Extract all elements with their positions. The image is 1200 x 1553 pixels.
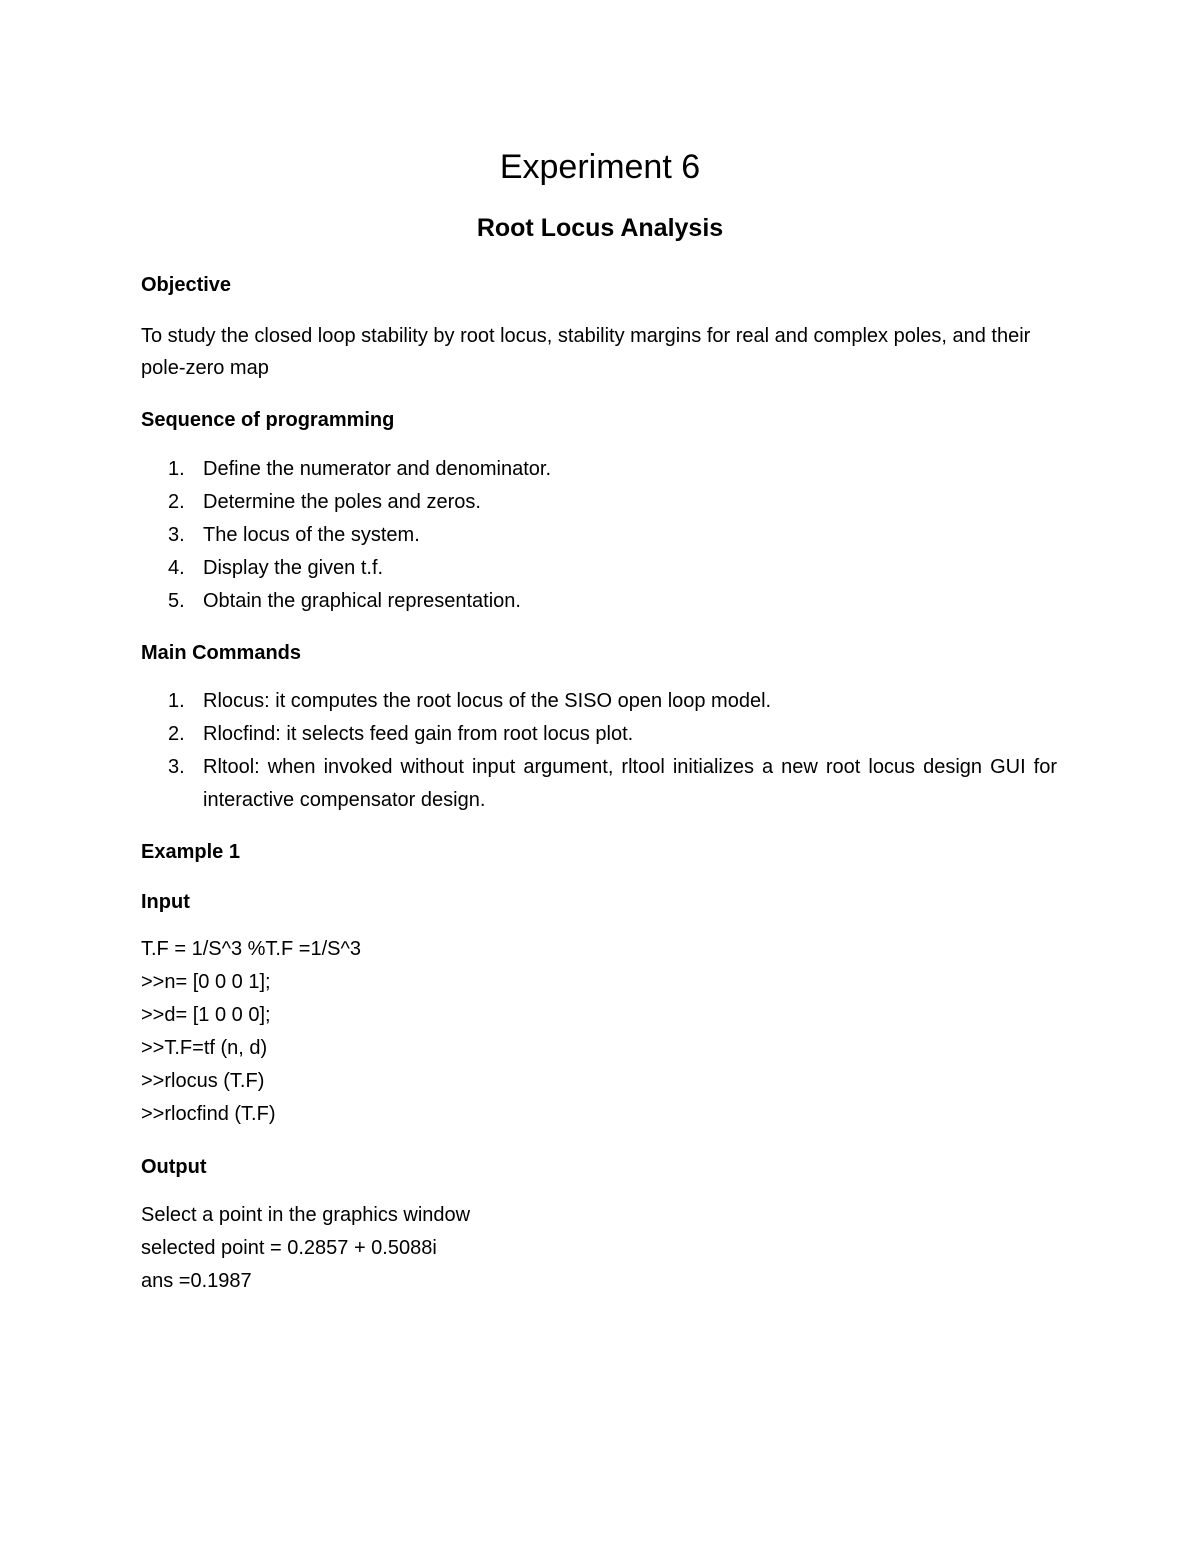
list-item-number: 3. xyxy=(168,756,185,778)
list-item-text: Determine the poles and zeros. xyxy=(203,491,481,513)
list-item xyxy=(141,685,1061,718)
list-item xyxy=(141,519,1061,552)
list-item xyxy=(141,486,1061,519)
list-item xyxy=(141,552,1061,585)
list-item-number: 4. xyxy=(168,557,185,579)
list-item-text: Obtain the graphical representation. xyxy=(203,590,521,612)
list-item xyxy=(141,718,1061,751)
code-line: >>T.F=tf (n, d) xyxy=(141,1037,268,1059)
list-item-number: 1. xyxy=(168,458,185,480)
list-item xyxy=(141,453,1061,486)
output-line: ans =0.1987 xyxy=(141,1270,252,1292)
output-line: selected point = 0.2857 + 0.5088i xyxy=(141,1237,437,1259)
sequence-heading: Sequence of programming xyxy=(141,409,395,431)
list-item-number: 3. xyxy=(168,524,185,546)
list-item-number: 2. xyxy=(168,723,185,745)
commands-list xyxy=(141,685,1080,817)
objective-text: To study the closed loop stability by root locus, stability margins for real and complex poles, and their pole-zero map xyxy=(141,325,1031,379)
objective-heading: Objective xyxy=(141,274,232,296)
input-heading: Input xyxy=(141,891,190,913)
output-block xyxy=(141,1199,841,1298)
list-item-text: Rlocfind: it selects feed gain from root locus plot. xyxy=(203,723,634,745)
list-item-text: Define the numerator and denominator. xyxy=(203,458,551,480)
input-code-block xyxy=(141,933,841,1131)
list-item xyxy=(141,585,1061,618)
list-item-text: Rlocus: it computes the root locus of the SISO open loop model. xyxy=(203,690,772,712)
list-item xyxy=(141,751,1080,817)
page-title: Experiment 6 xyxy=(499,148,701,186)
code-line: >>rlocus (T.F) xyxy=(141,1070,265,1092)
output-line: Select a point in the graphics window xyxy=(141,1204,471,1226)
page-subtitle: Root Locus Analysis xyxy=(476,214,724,242)
code-line: T.F = 1/S^3 %T.F =1/S^3 xyxy=(141,938,361,960)
code-line: >>d= [1 0 0 0]; xyxy=(141,1004,271,1026)
code-line: >>rlocfind (T.F) xyxy=(141,1103,276,1125)
list-item-number: 1. xyxy=(168,690,185,712)
list-item-number: 5. xyxy=(168,590,185,612)
list-item-text: Rltool: when invoked without input argument, rltool initializes a new root locus design GUI for interactive compensator design. xyxy=(203,756,1080,811)
list-item-number: 2. xyxy=(168,491,185,513)
example-heading: Example 1 xyxy=(141,841,240,863)
commands-heading: Main Commands xyxy=(141,642,302,664)
sequence-list xyxy=(141,453,1061,618)
output-heading: Output xyxy=(141,1156,207,1178)
list-item-text: The locus of the system. xyxy=(203,524,420,546)
list-item-text: Display the given t.f. xyxy=(203,557,384,579)
code-line: >>n= [0 0 0 1]; xyxy=(141,971,271,993)
